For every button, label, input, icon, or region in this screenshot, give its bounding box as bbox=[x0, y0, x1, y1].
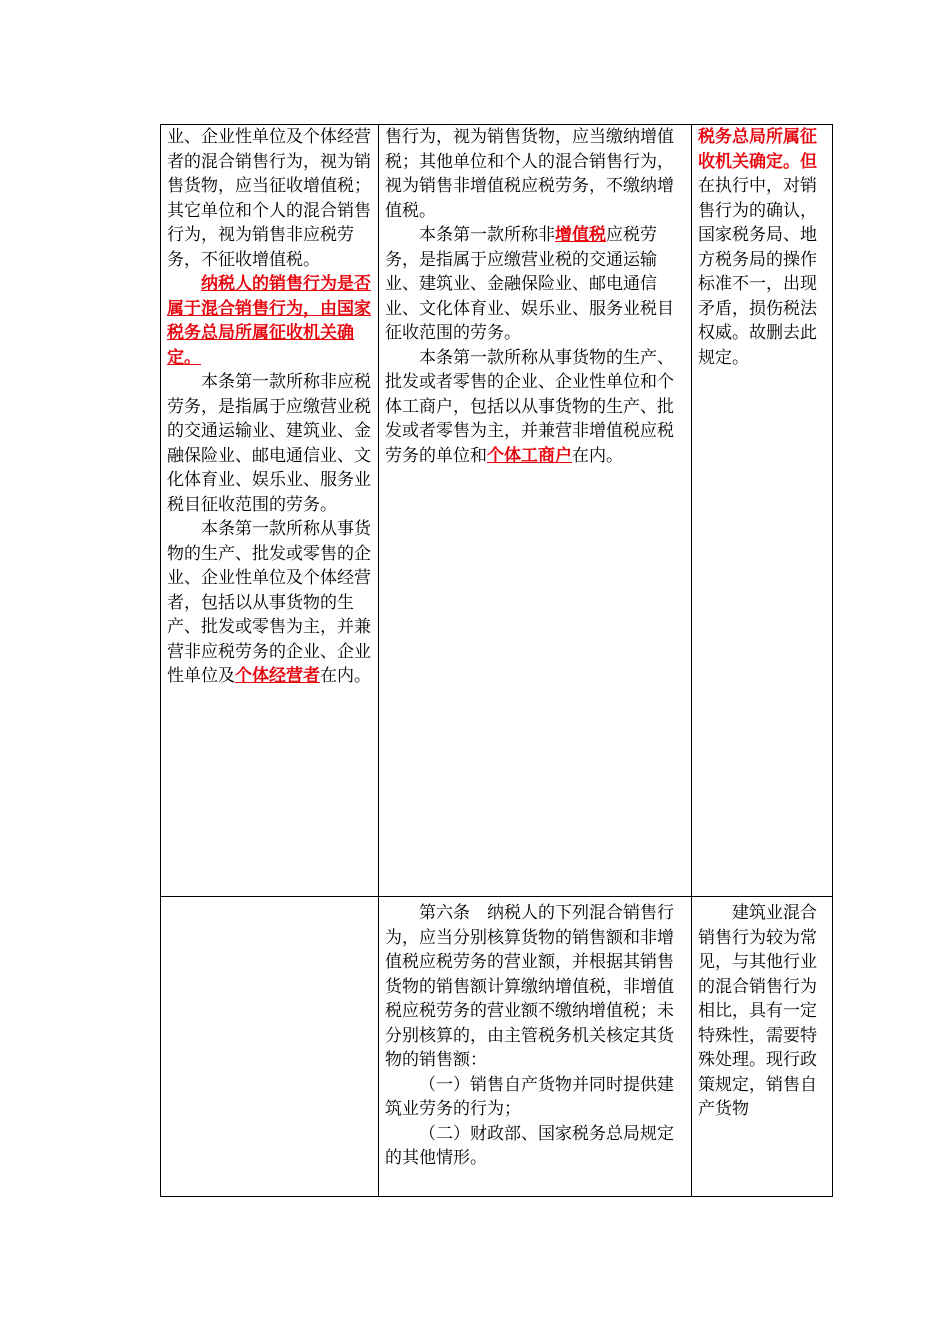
explanation-cell bbox=[692, 897, 833, 1197]
explanation-paragraph: 建筑业混合销售行为较为常见，与其他行业的混合销售行为相比，具有一定特殊性，需要特殊处理。现行政策规定，销售自产货物 bbox=[698, 903, 817, 1119]
table-row bbox=[161, 897, 833, 1197]
new-paragraph-1: 售行为，视为销售货物，应当缴纳增值税；其他单位和个人的混合销售行为，视为销售非增值税应税劳务，不缴纳增值税。 bbox=[385, 127, 674, 221]
old-paragraph-1: 业、企业性单位及个体经营者的混合销售行为，视为销售货物，应当征收增值税；其它单位和个人的混合销售行为，视为销售非应税劳务，不征收增值税。 bbox=[167, 127, 371, 270]
new-paragraph-3 bbox=[385, 346, 687, 469]
explanation-bold: 但 bbox=[800, 151, 817, 172]
old-paragraph-4-end: 在内。 bbox=[320, 666, 371, 686]
explanation-highlight: 税务总局所属征收机关确定。 bbox=[698, 127, 817, 172]
article-6-item-1: （一）销售自产货物并同时提供建筑业劳务的行为； bbox=[385, 1074, 674, 1119]
new-regulation-cell bbox=[379, 125, 692, 897]
new-paragraph-3-text: 本条第一款所称从事货物的生产、批发或者零售的企业、企业性单位和个体工商户，包括以从事货物的生产、批发或者零售为主，并兼营非增值税应税劳务的单位和 bbox=[385, 347, 674, 466]
new-regulation-cell bbox=[379, 897, 692, 1197]
old-paragraph-2 bbox=[167, 272, 374, 370]
article-6-item-2: （二）财政部、国家税务总局规定的其他情形。 bbox=[385, 1123, 674, 1168]
old-paragraph-4 bbox=[167, 517, 374, 689]
changed-term-highlight: 个体经营者 bbox=[235, 666, 320, 686]
new-paragraph-3-end: 在内。 bbox=[572, 445, 623, 466]
table-row bbox=[161, 125, 833, 897]
explanation-text: 在执行中，对销售行为的确认，国家税务局、地方税务局的操作标准不一，出现矛盾，损伤税法权威。故删去此规定。 bbox=[698, 176, 817, 368]
new-paragraph-2 bbox=[385, 223, 687, 346]
comparison-table bbox=[160, 124, 833, 1197]
explanation-paragraph bbox=[698, 125, 828, 370]
old-paragraph-4-text: 本条第一款所称从事货物的生产、批发或零售的企业、企业性单位及个体经营者，包括以从事货物的生产、批发或零售为主，并兼营非应税劳务的企业、企业性单位及 bbox=[167, 519, 371, 686]
changed-term-highlight: 增值税 bbox=[555, 225, 606, 245]
old-regulation-cell bbox=[161, 125, 379, 897]
explanation-cell bbox=[692, 125, 833, 897]
old-regulation-cell-empty bbox=[161, 897, 379, 1197]
changed-term-highlight: 个体工商户 bbox=[487, 445, 572, 466]
removed-clause-highlight: 纳税人的销售行为是否属于混合销售行为，由国家税务总局所属征收机关确定。 bbox=[167, 274, 371, 368]
new-paragraph-2-text: 本条第一款所称非 bbox=[419, 225, 555, 245]
new-paragraph-2-rest: 应税劳务，是指属于应缴营业税的交通运输业、建筑业、金融保险业、邮电通信业、文化体育业、娱乐业、服务业税目征收范围的劳务。 bbox=[385, 225, 674, 343]
old-paragraph-3: 本条第一款所称非应税劳务，是指属于应缴营业税的交通运输业、建筑业、金融保险业、邮电通信业、文化体育业、娱乐业、服务业税目征收范围的劳务。 bbox=[167, 372, 371, 515]
article-6-paragraph: 第六条 纳税人的下列混合销售行为，应当分别核算货物的销售额和非增值税应税劳务的营业额，并根据其销售货物的销售额计算缴纳增值税，非增值税应税劳务的营业额不缴纳增值税；未分别核算的，由主管税务机关核定其货物的销售额： bbox=[385, 903, 674, 1070]
